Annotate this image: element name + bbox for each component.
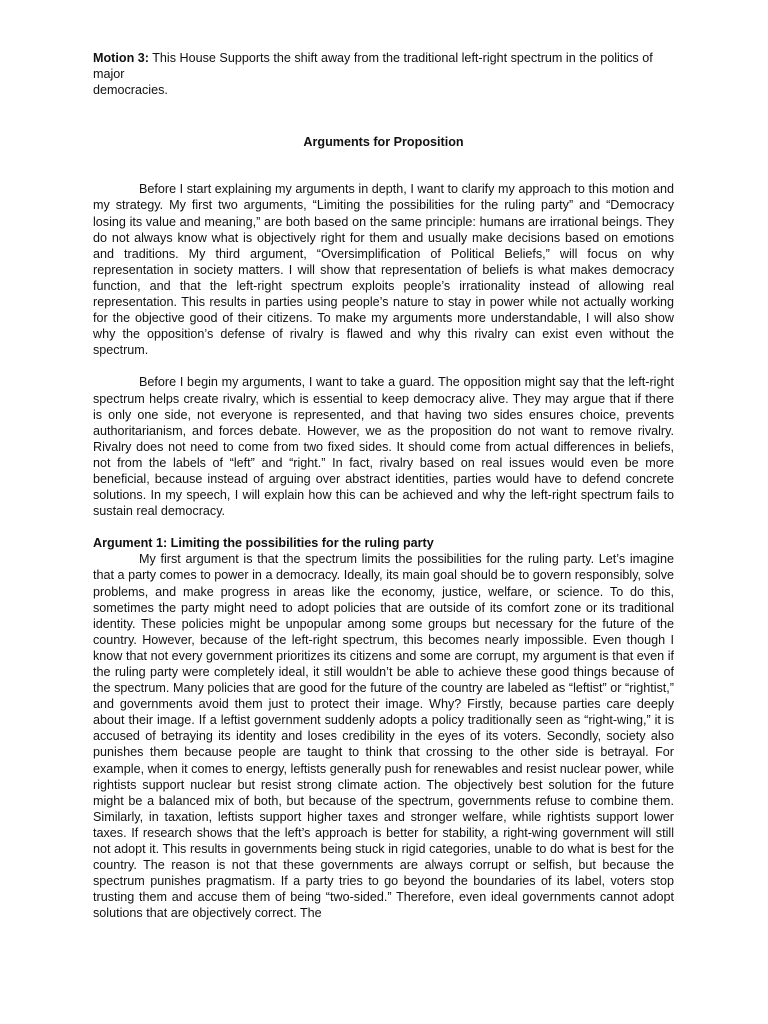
intro-paragraph: Before I start explaining my arguments in depth, I want to clarify my approach to this motion and my strategy. My first two arguments, “Limiting the possibilities for the ruling party” and “Democracy losing its value and meaning,” are both based on the same principle: humans are irrational beings. They do not always know what is objectively right for them and usually make decisions based on emotions and traditions. My third argument, “Oversimplification of Political Beliefs,” will focus on why representation in society matters. I will show that representation of beliefs is what makes democracy function, and that the left-right spectrum exploits people’s irrationality instead of allowing real representation. This results in parties using people’s nature to stay in power while not actually working for the objective good of their citizens. To make my arguments more understandable, I will also show why the opposition’s defense of rivalry is flawed and why this rivalry can exist even without the spectrum. [93,182,674,358]
motion-text-line-2: democracies. [93,83,168,98]
argument-1-heading: Argument 1: Limiting the possibilities for the ruling party [93,536,434,551]
guard-paragraph: Before I begin my arguments, I want to take a guard. The opposition might say that the left-right spectrum helps create rivalry, which is essential to keep democracy alive. They may argue that if there is only one side, not everyone is represented, and that having two sides ensures choice, prevents authoritarianism, and forces debate. However, we as the proposition do not want to remove rivalry. Rivalry does not need to come from two fixed sides. It should come from actual differences in beliefs, not from the labels of “left” and “right.” In fact, rivalry based on real issues would even be more beneficial, because instead of arguing over abstract identities, parties would have to defend concrete solutions. In my speech, I will explain how this can be achieved and why the left-right spectrum fails to sustain real democracy. [93,375,674,519]
document-page [93,50,674,922]
motion-text-line-1: This House Supports the shift away from the traditional left-right spectrum in the politics of major [93,51,653,82]
motion-statement [93,50,674,82]
motion-label: Motion 3: [93,51,149,65]
argument-1-paragraph: My first argument is that the spectrum limits the possibilities for the ruling party. Let’s imagine that a party comes to power in a democracy. Ideally, its main goal should be to govern responsibly, solve problems, and make progress in areas like the economy, justice, welfare, or science. To do this, sometimes the party might need to adopt policies that are outside of its comfort zone or its traditional identity. These policies might be unpopular among some groups but necessary for the future of the country. However, because of the left-right spectrum, this becomes nearly impossible. Even though I know that not every government prioritizes its citizens and some are corrupt, my argument is that even if the ruling party were completely ideal, it still wouldn’t be able to achieve these good things because of the spectrum. Many policies that are good for the future of the country are labeled as “leftist” or “rightist,” and governments avoid them just to protect their image. Why? Firstly, because parties care deeply about their image. If a leftist government suddenly adopts a policy traditionally seen as “right-wing,” it is accused of betraying its identity and loses credibility in the eyes of its voters. Secondly, society also punishes them because people are taught to think that crossing to the other side is betrayal. For example, when it comes to energy, leftists generally push for renewables and resist nuclear power, while rightists support nuclear but resist strong climate action. The objectively best solution for the future might be a balanced mix of both, but because of the spectrum, governments refuse to combine them. Similarly, in taxation, leftists support higher taxes and stronger welfare, while rightists support lower taxes. If research shows that the left’s approach is better for stability, a right-wing government will still not adopt it. This results in governments being stuck in rigid categories, unable to do what is best for the country. The reason is not that these governments are always corrupt or selfish, but because the spectrum punishes pragmatism. If a party tries to go beyond the boundaries of its label, voters stop trusting them and accuse them of being “two-sided.” Therefore, even ideal governments cannot adopt solutions that are objectively correct. The [93,552,674,921]
section-heading: Arguments for Proposition [303,135,464,150]
